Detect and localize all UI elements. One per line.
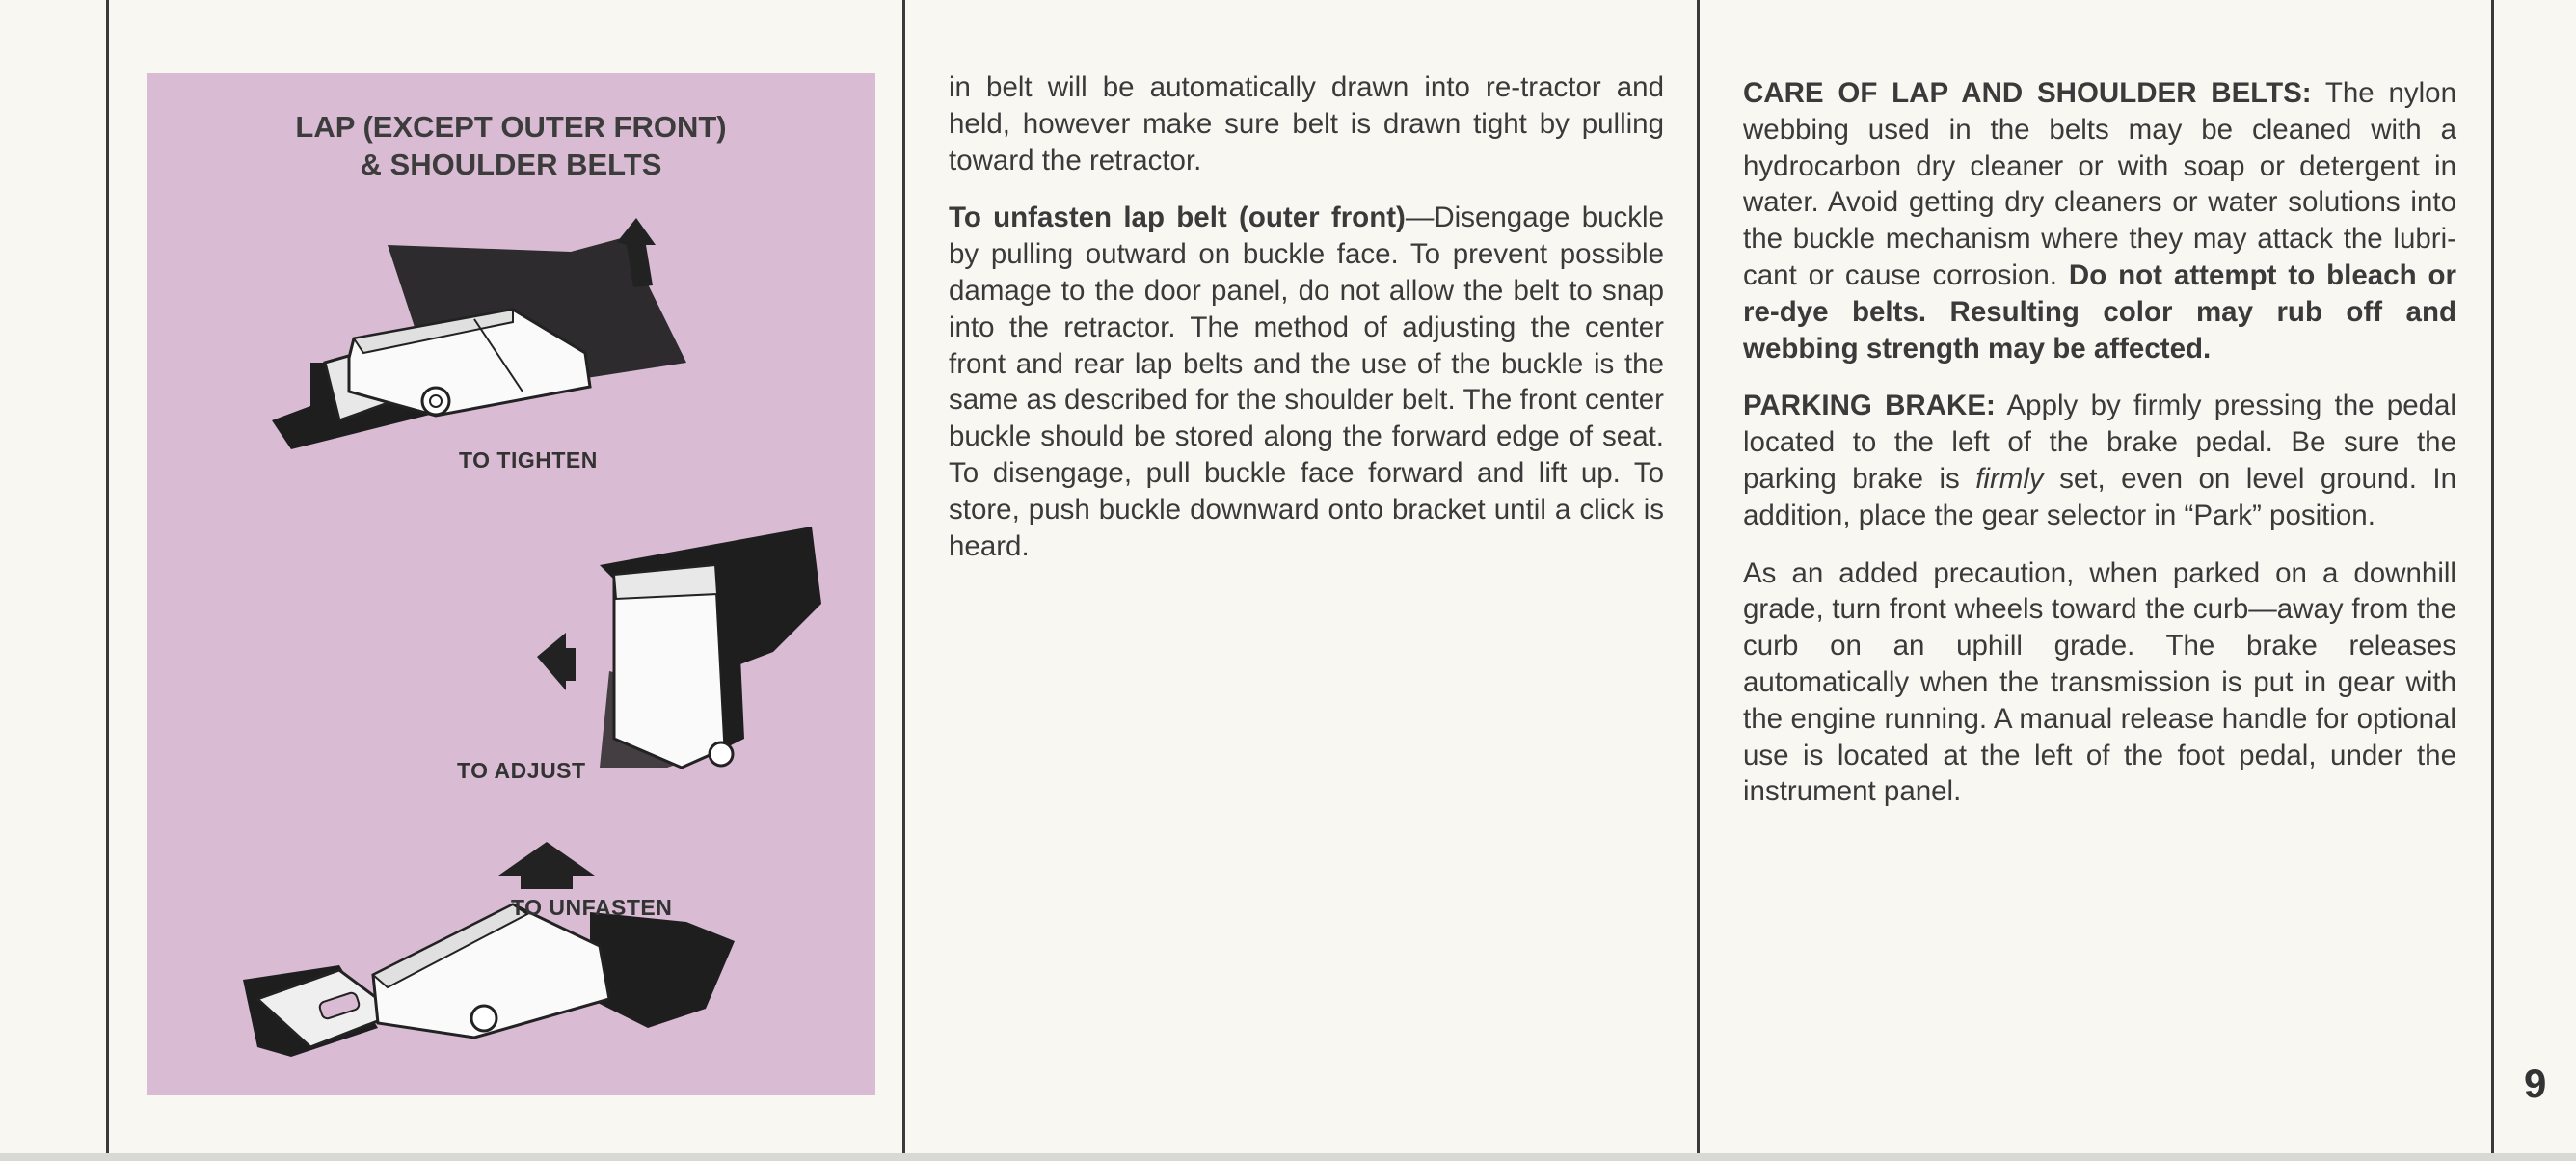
- illustration-title-line2: & SHOULDER BELTS: [360, 148, 662, 181]
- buckle-drawings: [147, 73, 875, 1095]
- belt-retract-paragraph: in belt will be automatically drawn into re-tractor and held, however make sure belt is drawn tight by pulling toward the retractor.: [949, 71, 1664, 176]
- column-divider: [2491, 0, 2494, 1157]
- label-adjust: TO ADJUST: [457, 758, 586, 783]
- parking-brake-emphasis: firmly: [1975, 462, 2044, 495]
- page-number: 9: [2524, 1061, 2547, 1106]
- parking-brake-paragraph: [1743, 388, 2456, 533]
- belt-care-body: The nylon webbing used in the belts may be cleaned with a hydrocarbon dry cleaner or with soap or detergent in water. Avoid getting dry cleaners or water solutions into the buckle mechanism where they may attack the lubri-cant or cause corrosion.: [1743, 77, 2456, 291]
- adjust-buckle-drawing: [537, 526, 821, 768]
- belt-care-warning: Do not attempt to bleach or re-dye belts. Resulting color may rub off and webbing strength may be affected.: [1743, 258, 2456, 364]
- unfasten-lap-belt-body: —Disengage buckle by pulling outward on buckle face. To prevent possible damage to the door panel, do not allow the belt to snap into the retractor. The method of adjusting the center front and rear lap belts and the use of the buckle is the same as described for the shoulder belt. The front center buckle should be stored along the forward edge of seat. To disengage, pull buckle face forward and lift up. To store, push buckle downward onto bracket until a click is heard.: [949, 202, 1664, 562]
- column-divider: [106, 0, 109, 1157]
- label-unfasten: TO UNFASTEN: [511, 895, 673, 920]
- label-tighten: TO TIGHTEN: [459, 447, 598, 472]
- precaution-paragraph: As an added precaution, when parked on a downhill grade, turn front wheels toward the curb—away from the curb on an uphill grade. The brake releases automatically when the transmission is put in gear with the engine running. A manual release handle for optional use is located at the left of the foot pedal, under the instrument panel.: [1743, 556, 2456, 808]
- middle-text-column: [949, 69, 1664, 585]
- column-divider: [1697, 0, 1700, 1157]
- unfasten-buckle-drawing: [243, 842, 735, 1057]
- belt-care-paragraph: [1743, 75, 2456, 366]
- parking-brake-heading: PARKING BRAKE:: [1743, 390, 1996, 422]
- seat-belt-illustration: [147, 73, 875, 1095]
- unfasten-lap-belt-heading: To unfasten lap belt (outer front): [949, 202, 1406, 234]
- unfasten-lap-belt-paragraph: [949, 200, 1664, 564]
- parking-brake-body-1: Apply by firmly pressing the pedal located to the left of the brake pedal. Be sure the parking brake is: [1743, 390, 2456, 495]
- page-bottom-edge: [0, 1153, 2576, 1161]
- illustration-title-line1: LAP (EXCEPT OUTER FRONT): [295, 110, 727, 144]
- belt-care-heading: CARE OF LAP AND SHOULDER BELTS:: [1743, 77, 2312, 109]
- column-divider: [902, 0, 905, 1157]
- right-text-column: [1743, 75, 2456, 831]
- parking-brake-body-2: set, even on level ground. In addition, place the gear selector in “Park” position.: [1743, 462, 2456, 531]
- tighten-buckle-drawing: [272, 218, 686, 449]
